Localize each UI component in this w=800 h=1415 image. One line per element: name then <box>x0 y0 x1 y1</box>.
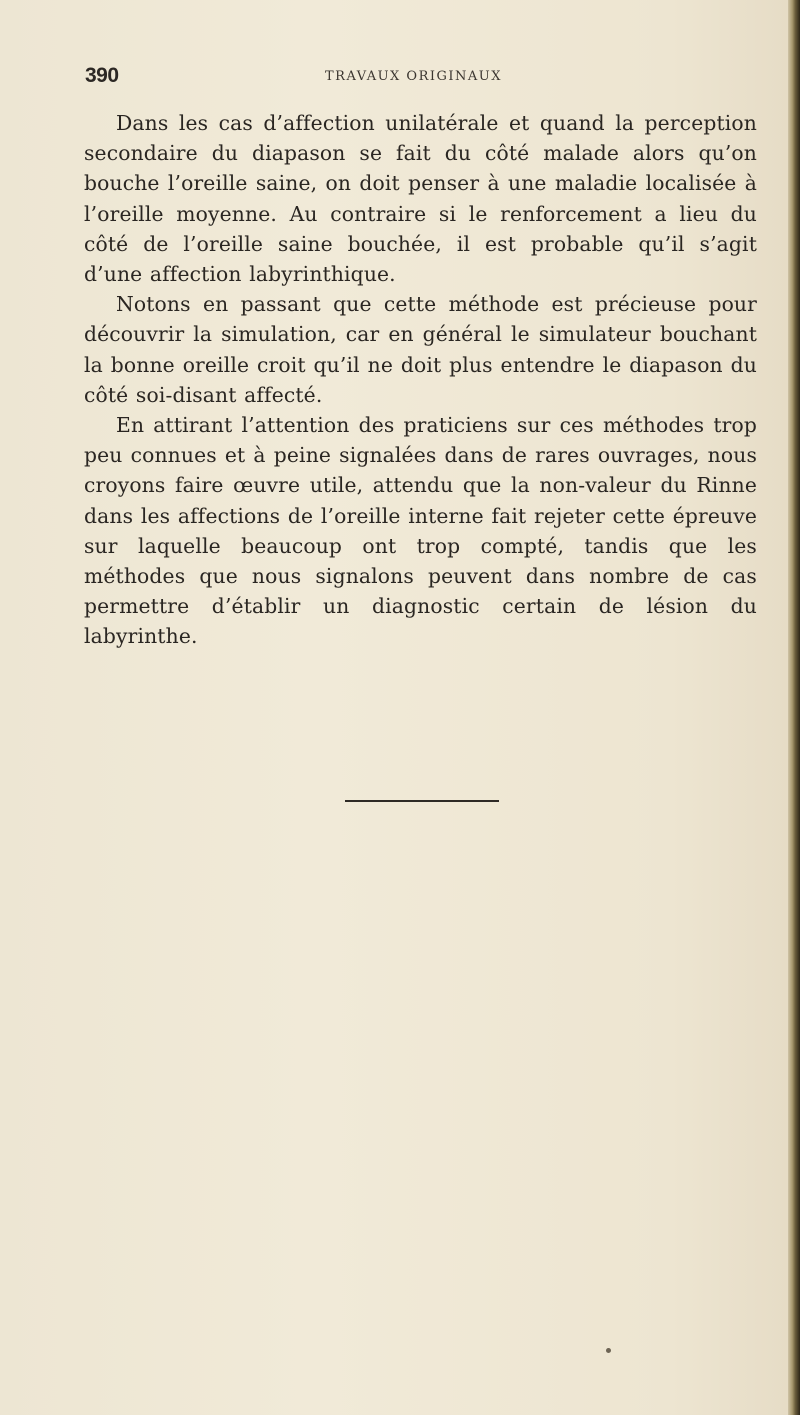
paragraph-2: Notons en passant que cette méthode est précieuse pour découvrir la simulation, car en général le simulateur bouchant la bonne oreille croit qu’il ne doit plus entendre le diapason du côté soi-disant affecté. <box>84 292 757 407</box>
page-edge-shadow <box>788 0 800 1415</box>
page-header <box>85 64 755 88</box>
paper-speck <box>606 1348 611 1353</box>
paragraph-3: En attirant l’attention des praticiens sur ces méthodes trop peu connues et à peine signalées dans de rares ouvrages, nous croyons faire œuvre utile, attendu que la non-valeur du Rinne dans les affections de l’oreille interne fait rejeter cette épreuve sur laquelle beaucoup ont trop compté, tandis que les méthodes que nous signalons peuvent dans nombre de cas permettre d’établir un diagnostic certain de lésion du labyrinthe. <box>84 413 757 649</box>
paragraph-1: Dans les cas d’affection unilatérale et quand la perception secondaire du diapason se fait du côté malade alors qu’on bouche l’oreille saine, on doit penser à une maladie localisée à l’oreille moyenne. Au contraire si le renforcement a lieu du côté de l’oreille saine bouchée, il est probable qu’il s’agit d’une affection labyrinthique. <box>84 111 757 287</box>
section-divider-rule <box>345 800 499 802</box>
running-head: TRAVAUX ORIGINAUX <box>325 69 503 84</box>
page-number: 390 <box>85 64 119 87</box>
body-text <box>84 108 757 652</box>
